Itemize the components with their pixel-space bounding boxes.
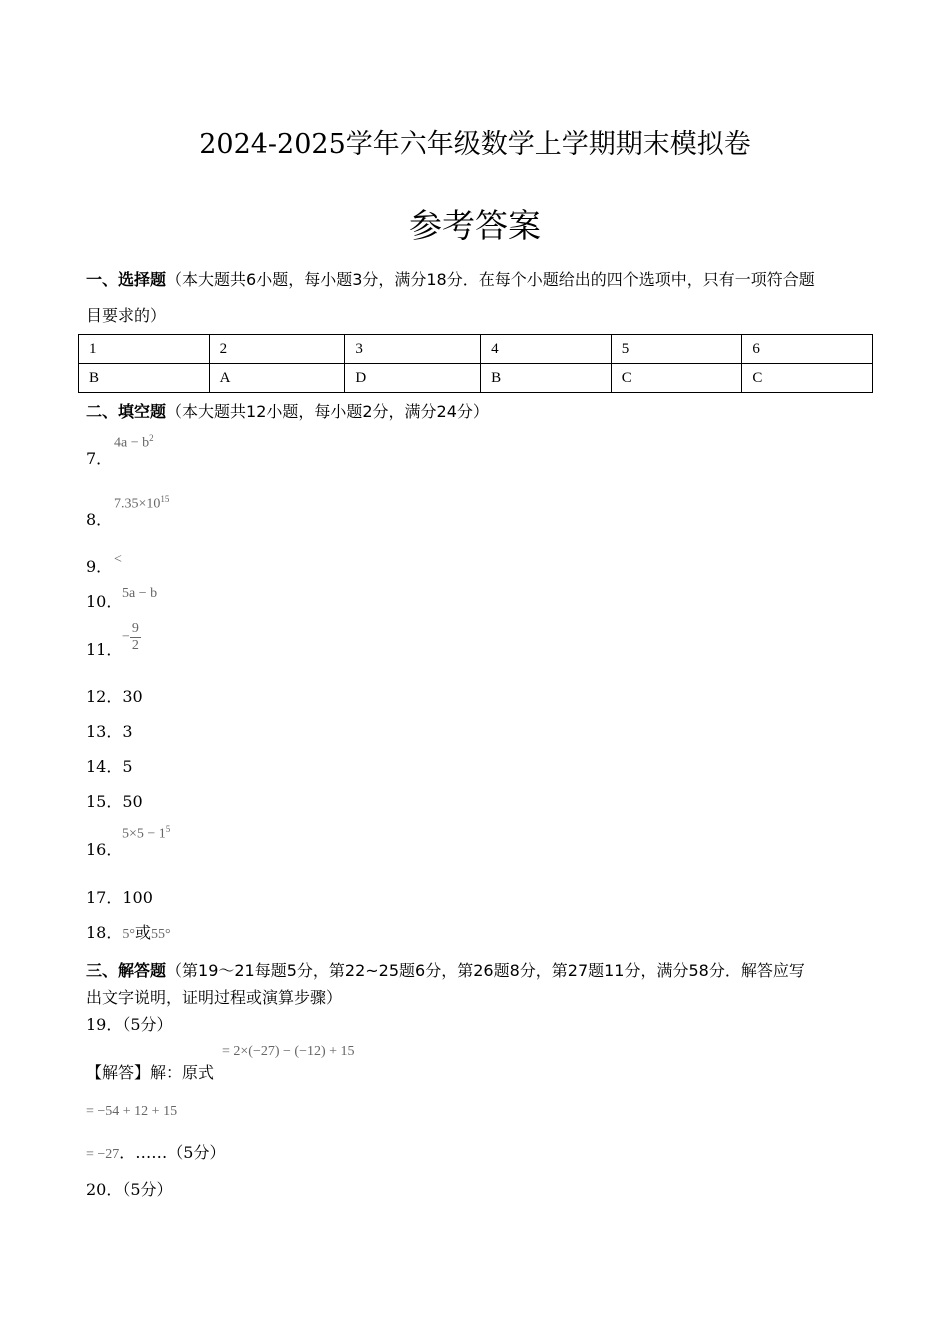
q7-exp: 2 xyxy=(149,433,154,443)
q14-row xyxy=(86,754,133,777)
section3-heading-rest: （第19～21每题5分，第22~25题6分，第26题8分，第27题11分，满分58分．解答应写 xyxy=(166,961,805,980)
table-cell-answer: D xyxy=(345,364,481,393)
section3-heading-bold: 三、解答题 xyxy=(86,961,167,980)
q10-number: 10． xyxy=(86,592,123,611)
q19-step3: = −27 xyxy=(86,1147,120,1162)
q18-or: 或 xyxy=(134,923,151,942)
q11-answer xyxy=(122,621,141,654)
table-cell-answer: A xyxy=(209,364,345,393)
q13-row xyxy=(86,719,133,742)
section2-heading xyxy=(86,399,489,422)
q16-base: 5×5 − 1 xyxy=(122,826,166,842)
q19-solution-prefix: 【解答】解：原式 xyxy=(86,1063,215,1082)
table-cell-number: 2 xyxy=(209,335,345,364)
q11-sign: − xyxy=(122,629,130,645)
q19-label: 19．（5分） xyxy=(86,1015,173,1034)
section1-heading-bold: 一、选择题 xyxy=(86,270,167,289)
q19-step1: = 2×(−27) − (−12) + 15 xyxy=(222,1044,355,1059)
q16-answer xyxy=(122,824,170,843)
section3-heading-line2: 出文字说明，证明过程或演算步骤） xyxy=(86,988,343,1007)
table-cell-answer: B xyxy=(79,364,210,393)
section1-heading-rest: （本大题共6小题，每小题3分，满分18分．在每个小题给出的四个选项中，只有一项符合题 xyxy=(166,270,815,289)
q14-answer: 5 xyxy=(122,757,133,776)
q16-number: 16． xyxy=(86,840,123,859)
q7-number: 7． xyxy=(86,449,113,468)
q19-step2: = −54 + 12 + 15 xyxy=(86,1104,178,1119)
q19-step3-row xyxy=(86,1140,225,1163)
answer-table-answer-row xyxy=(79,364,873,393)
document-title: 2024-2025学年六年级数学上学期期末模拟卷 xyxy=(199,129,751,160)
section1-heading xyxy=(86,267,815,290)
q13-answer: 3 xyxy=(122,722,133,741)
q14-number: 14． xyxy=(86,757,123,776)
q7-answer xyxy=(114,433,154,452)
table-cell-number: 1 xyxy=(79,335,210,364)
q18-answer-b: 55° xyxy=(151,927,171,942)
q12-number: 12． xyxy=(86,687,123,706)
q15-number: 15． xyxy=(86,792,123,811)
q13-number: 13． xyxy=(86,722,123,741)
table-cell-answer: C xyxy=(742,364,873,393)
answer-table-number-row xyxy=(79,335,873,364)
q9-answer: < xyxy=(114,552,122,567)
q11-fraction xyxy=(130,621,141,654)
q8-answer xyxy=(114,494,169,513)
document-subtitle: 参考答案 xyxy=(409,206,541,245)
q11-denominator: 2 xyxy=(131,638,139,653)
section3-heading xyxy=(86,958,805,981)
section1-heading-line2: 目要求的） xyxy=(86,306,167,325)
q17-number: 17． xyxy=(86,888,123,907)
q17-answer: 100 xyxy=(122,888,153,907)
table-cell-number: 6 xyxy=(742,335,873,364)
q19-step3-suffix: ．……（5分） xyxy=(119,1143,226,1162)
answer-table xyxy=(78,334,873,393)
q10-answer: 5a − b xyxy=(122,586,158,601)
q16-exp: 5 xyxy=(165,824,171,834)
q8-number: 8． xyxy=(86,510,113,529)
q15-answer: 50 xyxy=(122,792,143,811)
table-cell-number: 4 xyxy=(481,335,612,364)
table-cell-number: 3 xyxy=(345,335,481,364)
q7-base: 4a − b xyxy=(114,435,150,451)
q18-row xyxy=(86,920,171,943)
q15-row xyxy=(86,789,143,812)
table-cell-answer: B xyxy=(481,364,612,393)
q8-exp: 15 xyxy=(160,494,170,504)
q20-label: 20．（5分） xyxy=(86,1180,173,1199)
section2-heading-rest: （本大题共12小题，每小题2分，满分24分） xyxy=(166,402,489,421)
q17-row xyxy=(86,885,153,908)
q8-base: 7.35×10 xyxy=(114,496,161,512)
table-cell-number: 5 xyxy=(611,335,742,364)
q12-row xyxy=(86,684,143,707)
q18-answer-a: 5° xyxy=(122,927,135,942)
q9-number: 9． xyxy=(86,557,113,576)
q11-number: 11． xyxy=(86,640,123,659)
table-cell-answer: C xyxy=(611,364,742,393)
section2-heading-bold: 二、填空题 xyxy=(86,402,167,421)
q11-numerator: 9 xyxy=(131,621,139,636)
q12-answer: 30 xyxy=(122,687,143,706)
q18-number: 18． xyxy=(86,923,123,942)
